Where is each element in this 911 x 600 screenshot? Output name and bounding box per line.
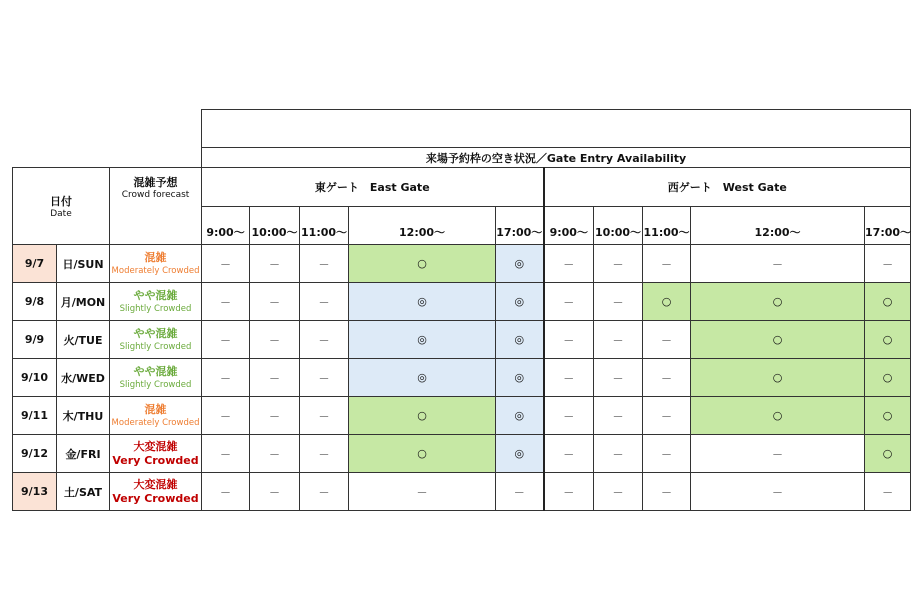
east-time-10: 10:00～: [250, 207, 300, 245]
west-slot-cell: －: [691, 473, 865, 511]
table-row: [13, 397, 911, 435]
availability-table: [12, 109, 911, 511]
west-slot-cell: －: [594, 321, 643, 359]
west-slot-cell: －: [865, 245, 911, 283]
west-time-10: 10:00～: [594, 207, 643, 245]
forecast-cell: [110, 359, 202, 397]
west-slot-cell: －: [643, 245, 691, 283]
west-slot-cell: －: [544, 283, 594, 321]
forecast-jp: やや混雑: [133, 364, 178, 378]
forecast-en: Slightly Crowded: [119, 341, 192, 352]
date-label-en: Date: [50, 209, 72, 219]
forecast-en: Slightly Crowded: [119, 379, 192, 390]
availability-title: 来場予約枠の空き状況／Gate Entry Availability: [202, 148, 911, 168]
forecast-header: [110, 168, 202, 245]
east-slot-cell: －: [202, 397, 250, 435]
east-slot-cell: ◎: [349, 321, 496, 359]
east-slot-cell: ◎: [496, 397, 544, 435]
forecast-label-jp: 混雑予想: [133, 176, 178, 189]
east-slot-cell: ◎: [496, 283, 544, 321]
east-slot-cell: －: [300, 397, 349, 435]
west-time-11: 11:00～: [643, 207, 691, 245]
day-cell: 金/FRI: [57, 435, 110, 473]
west-slot-cell: －: [544, 245, 594, 283]
west-slot-cell: －: [643, 473, 691, 511]
table-row: [13, 283, 911, 321]
forecast-jp: 混雑: [144, 250, 167, 264]
east-slot-cell: ◎: [496, 435, 544, 473]
forecast-jp: 大変混雑: [133, 477, 178, 491]
forecast-cell: [110, 245, 202, 283]
west-slot-cell: ○: [643, 283, 691, 321]
west-slot-cell: ○: [865, 283, 911, 321]
west-slot-cell: －: [594, 359, 643, 397]
west-slot-cell: －: [544, 321, 594, 359]
forecast-cell: [110, 435, 202, 473]
west-time-9: 9:00～: [544, 207, 594, 245]
west-time-12: 12:00～: [691, 207, 865, 245]
east-slot-cell: ○: [349, 397, 496, 435]
table-row: [13, 359, 911, 397]
day-cell: 水/WED: [57, 359, 110, 397]
table-body: [13, 245, 911, 511]
east-slot-cell: －: [300, 321, 349, 359]
west-slot-cell: ○: [865, 435, 911, 473]
forecast-cell: [110, 473, 202, 511]
west-slot-cell: －: [594, 473, 643, 511]
forecast-label-en: Crowd forecast: [121, 190, 190, 200]
west-slot-cell: －: [691, 245, 865, 283]
east-slot-cell: －: [250, 473, 300, 511]
east-gate-header: 東ゲート East Gate: [202, 168, 544, 207]
east-slot-cell: －: [300, 473, 349, 511]
west-slot-cell: ○: [865, 359, 911, 397]
day-cell: 木/THU: [57, 397, 110, 435]
date-cell: 9/13: [13, 473, 57, 511]
forecast-en: Moderately Crowded: [111, 417, 200, 428]
east-slot-cell: ◎: [349, 283, 496, 321]
east-slot-cell: －: [300, 283, 349, 321]
east-slot-cell: ◎: [496, 359, 544, 397]
forecast-en: Very Crowded: [112, 491, 199, 505]
east-slot-cell: －: [250, 245, 300, 283]
east-slot-cell: －: [349, 473, 496, 511]
east-slot-cell: －: [250, 283, 300, 321]
forecast-en: Very Crowded: [112, 453, 199, 467]
west-slot-cell: －: [643, 359, 691, 397]
east-time-17: 17:00～: [496, 207, 544, 245]
west-slot-cell: －: [594, 283, 643, 321]
forecast-jp: 大変混雑: [133, 439, 178, 453]
west-slot-cell: ○: [691, 359, 865, 397]
east-slot-cell: ○: [349, 245, 496, 283]
date-cell: 9/12: [13, 435, 57, 473]
west-slot-cell: －: [643, 397, 691, 435]
west-slot-cell: －: [544, 435, 594, 473]
forecast-cell: [110, 321, 202, 359]
east-slot-cell: －: [300, 245, 349, 283]
date-cell: 9/10: [13, 359, 57, 397]
east-slot-cell: －: [250, 435, 300, 473]
east-time-9: 9:00～: [202, 207, 250, 245]
west-slot-cell: －: [544, 473, 594, 511]
east-slot-cell: －: [300, 359, 349, 397]
east-slot-cell: ◎: [496, 321, 544, 359]
date-cell: 9/11: [13, 397, 57, 435]
west-slot-cell: －: [643, 321, 691, 359]
east-slot-cell: －: [202, 435, 250, 473]
east-slot-cell: ○: [349, 435, 496, 473]
table-row: [13, 473, 911, 511]
day-cell: 日/SUN: [57, 245, 110, 283]
table-row: [13, 245, 911, 283]
forecast-en: Slightly Crowded: [119, 303, 192, 314]
west-slot-cell: －: [691, 435, 865, 473]
east-slot-cell: －: [250, 397, 300, 435]
forecast-en: Moderately Crowded: [111, 265, 200, 276]
day-cell: 火/TUE: [57, 321, 110, 359]
west-slot-cell: －: [865, 473, 911, 511]
date-cell: 9/9: [13, 321, 57, 359]
east-slot-cell: ◎: [349, 359, 496, 397]
west-slot-cell: ○: [691, 321, 865, 359]
west-slot-cell: ○: [865, 397, 911, 435]
west-slot-cell: －: [594, 245, 643, 283]
date-label-jp: 日付: [50, 195, 72, 208]
east-slot-cell: －: [250, 359, 300, 397]
east-slot-cell: －: [202, 473, 250, 511]
forecast-cell: [110, 283, 202, 321]
east-slot-cell: －: [202, 283, 250, 321]
east-time-12: 12:00～: [349, 207, 496, 245]
forecast-cell: [110, 397, 202, 435]
west-slot-cell: －: [544, 359, 594, 397]
forecast-jp: やや混雑: [133, 326, 178, 340]
date-header: [13, 168, 110, 245]
east-slot-cell: －: [202, 245, 250, 283]
forecast-jp: 混雑: [144, 402, 167, 416]
east-slot-cell: －: [202, 321, 250, 359]
east-slot-cell: －: [250, 321, 300, 359]
east-slot-cell: －: [202, 359, 250, 397]
east-slot-cell: －: [300, 435, 349, 473]
east-time-11: 11:00～: [300, 207, 349, 245]
west-gate-header: 西ゲート West Gate: [544, 168, 911, 207]
west-slot-cell: －: [594, 397, 643, 435]
date-cell: 9/7: [13, 245, 57, 283]
west-time-17: 17:00～: [865, 207, 911, 245]
day-cell: 土/SAT: [57, 473, 110, 511]
day-cell: 月/MON: [57, 283, 110, 321]
west-slot-cell: －: [594, 435, 643, 473]
forecast-jp: やや混雑: [133, 288, 178, 302]
west-slot-cell: ○: [691, 283, 865, 321]
east-slot-cell: ◎: [496, 245, 544, 283]
table-row: [13, 435, 911, 473]
west-slot-cell: ○: [691, 397, 865, 435]
date-cell: 9/8: [13, 283, 57, 321]
west-slot-cell: －: [544, 397, 594, 435]
west-slot-cell: －: [643, 435, 691, 473]
east-slot-cell: －: [496, 473, 544, 511]
table-row: [13, 321, 911, 359]
west-slot-cell: ○: [865, 321, 911, 359]
